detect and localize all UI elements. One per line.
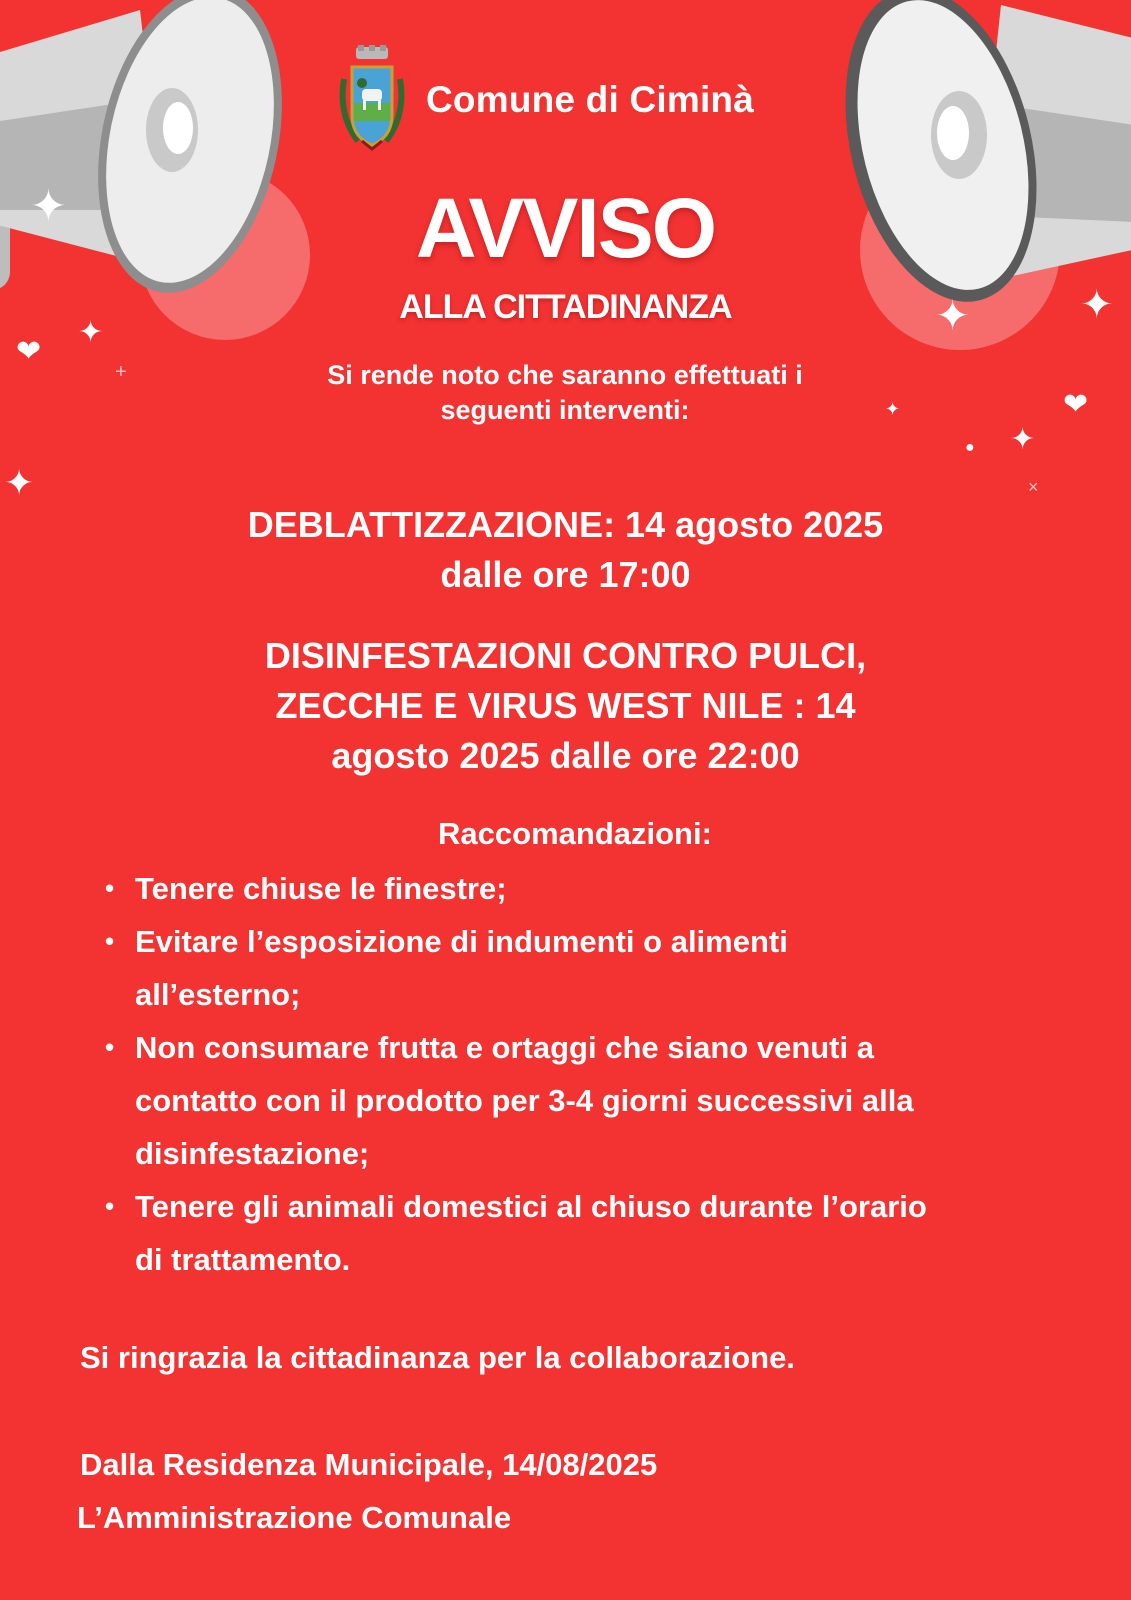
sparkle-icon: ✦ [1010, 423, 1036, 456]
sparkle-icon: ✦ [30, 182, 67, 231]
intervention-line: DEBLATTIZZAZIONE: 14 agosto 2025 [247, 504, 884, 545]
heart-icon: ❤ [1063, 388, 1089, 421]
bullet-icon: • [105, 1191, 115, 1221]
intervention-line: ZECCHE E VIRUS WEST NILE : 14 [275, 685, 856, 726]
comune-name: Comune di Ciminà [426, 79, 754, 120]
recommendation-item [105, 1180, 1065, 1286]
bullet-icon: • [105, 873, 115, 903]
intro-line: seguenti interventi: [440, 395, 690, 425]
recommendation-line: Tenere gli animali domestici al chiuso durante l’orario [135, 1189, 927, 1224]
place-date: Dalla Residenza Municipale, 14/08/2025 [80, 1447, 658, 1482]
intervention-deblattizzazione [200, 500, 931, 600]
sparkle-icon: ✦ [1080, 283, 1114, 327]
recommendation-line: Tenere chiuse le finestre; [135, 871, 507, 906]
sparkle-icon: ✦ [935, 292, 971, 339]
recommendation-item [105, 915, 1065, 1021]
header [336, 44, 754, 156]
intro-text [265, 358, 865, 428]
cross-icon: × [1028, 477, 1039, 497]
recommendation-line: all’esterno; [135, 977, 301, 1012]
recommendation-line: contatto con il prodotto per 3-4 giorni successivi alla [135, 1083, 914, 1118]
bullet-icon: • [105, 1032, 115, 1062]
sparkle-icon: ✦ [78, 316, 104, 349]
recommendation-item [105, 862, 1065, 915]
recommendation-line: di trattamento. [135, 1242, 351, 1277]
notice-subtitle: ALLA CITTADINANZA [399, 288, 732, 326]
municipal-crest-icon [336, 45, 408, 155]
sparkle-icon: ✦ [4, 462, 35, 503]
recommendation-line: Non consumare frutta e ortaggi che siano venuti a [135, 1030, 874, 1065]
signature: L’Amministrazione Comunale [77, 1500, 512, 1535]
recommendation-item [105, 1021, 1065, 1180]
heart-icon: ❤ [16, 335, 42, 368]
recommendation-line: Evitare l’esposizione di indumenti o alimenti [135, 924, 788, 959]
thanks-text: Si ringrazia la cittadinanza per la collaborazione. [80, 1340, 795, 1375]
intervention-line: agosto 2025 dalle ore 22:00 [331, 735, 800, 776]
sparkle-icon: ✦ [885, 399, 901, 419]
notice-title: AVVISO [415, 181, 716, 275]
intervention-line: dalle ore 17:00 [440, 554, 691, 595]
intro-line: Si rende noto che saranno effettuati i [327, 360, 803, 390]
plus-icon: + [115, 361, 127, 383]
recommendations-heading: Raccomandazioni: [438, 816, 712, 851]
recommendations-list [105, 862, 1065, 1286]
bullet-icon: • [105, 926, 115, 956]
intervention-disinfestazioni [200, 631, 931, 781]
dot-icon: ● [965, 439, 975, 456]
intervention-line: DISINFESTAZIONI CONTRO PULCI, [264, 635, 867, 676]
recommendation-line: disinfestazione; [135, 1136, 370, 1171]
